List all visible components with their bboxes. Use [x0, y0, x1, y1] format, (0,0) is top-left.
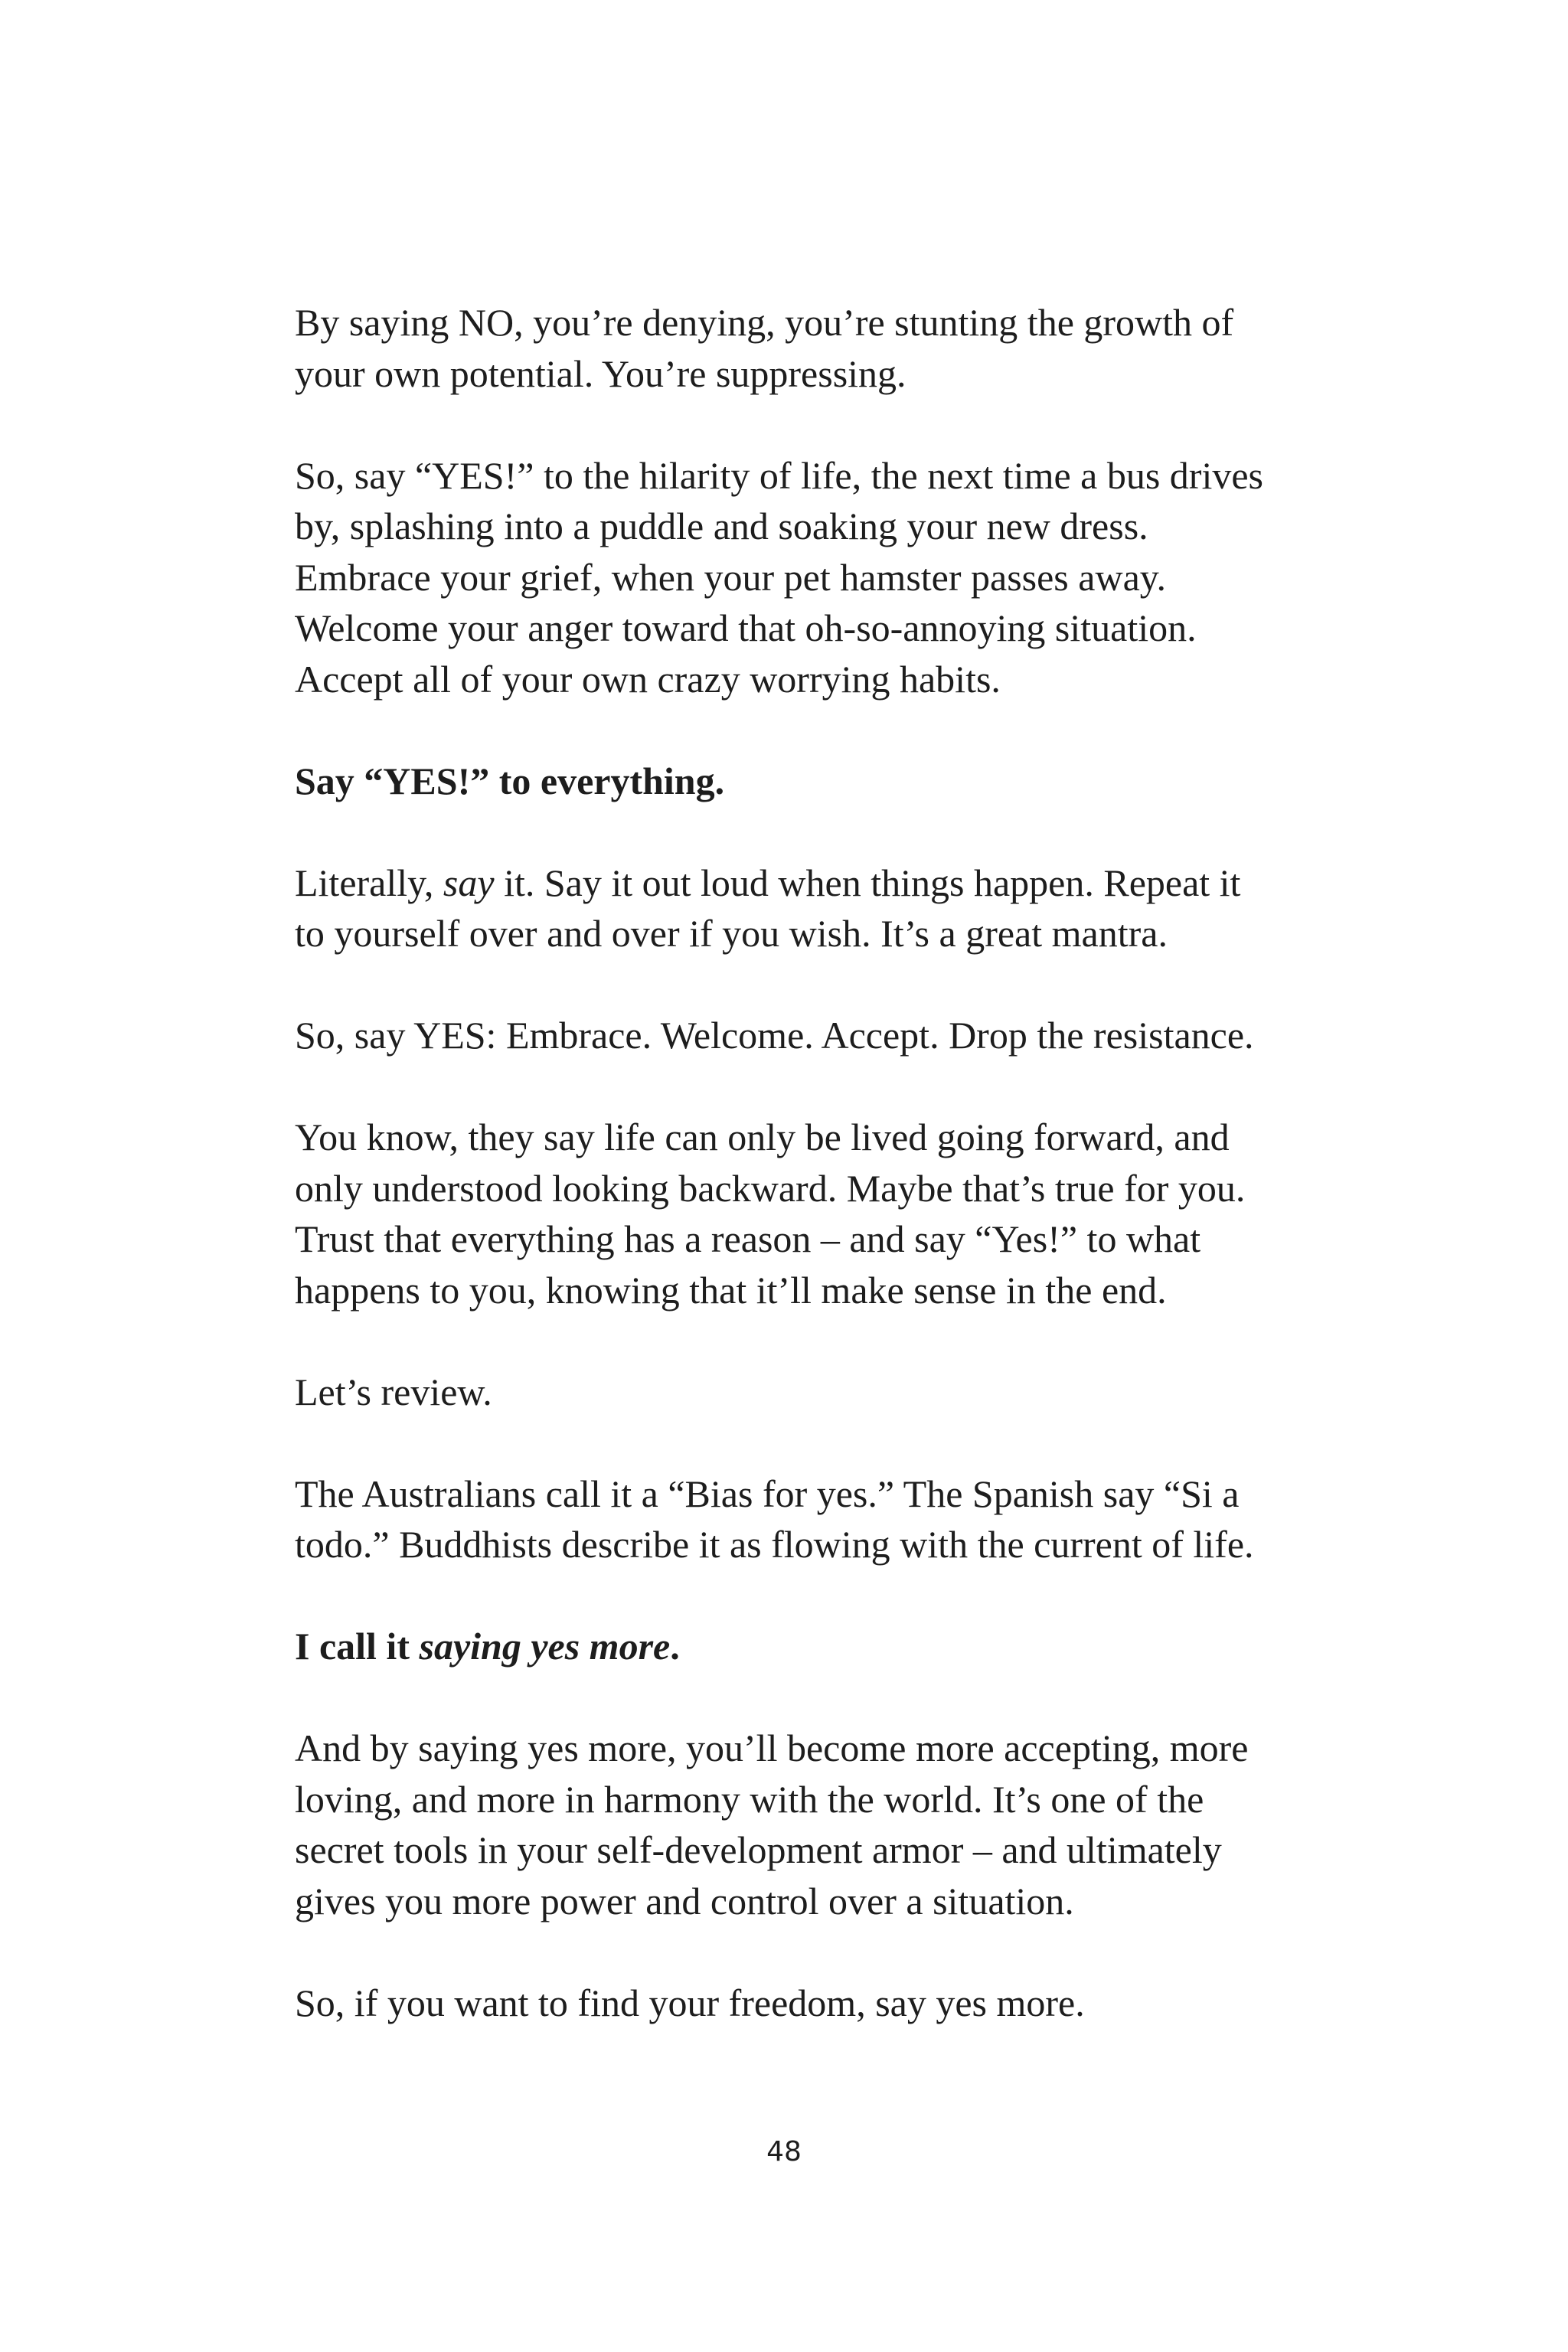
paragraph	[295, 1010, 1305, 1061]
text-run: .	[670, 1625, 680, 1668]
text-line: By saying NO, you’re denying, you’re stunting the growth of	[295, 301, 1234, 344]
text-line: loving, and more in harmony with the world. It’s one of the	[295, 1777, 1204, 1821]
paragraph	[295, 1723, 1305, 1926]
text-line: secret tools in your self-development armor – and ultimately	[295, 1828, 1222, 1871]
text-line: to yourself over and over if you wish. It’s a great mantra.	[295, 912, 1168, 955]
paragraph	[295, 450, 1305, 705]
emphasis-text: say	[443, 861, 495, 904]
text-line: Accept all of your own crazy worrying habits.	[295, 657, 1001, 701]
text-line: your own potential. You’re suppressing.	[295, 351, 906, 395]
paragraph	[295, 1978, 1305, 2029]
text-run: it. Say it out loud when things happen. Repeat it	[494, 861, 1241, 904]
text-line: The Australians call it a “Bias for yes.” The Spanish say “Si a	[295, 1472, 1240, 1515]
text-line: only understood looking backward. Maybe that’s true for you.	[295, 1166, 1246, 1210]
text-line: gives you more power and control over a situation.	[295, 1879, 1074, 1922]
text-line: So, if you want to find your freedom, say yes more.	[295, 1981, 1085, 2024]
text-line: todo.” Buddhists describe it as flowing with the current of life.	[295, 1523, 1254, 1566]
emphasis-text: saying yes more	[419, 1625, 671, 1668]
paragraph	[295, 297, 1305, 399]
text-line: happens to you, knowing that it’ll make sense in the end.	[295, 1268, 1167, 1312]
text-line: Let’s review.	[295, 1370, 492, 1413]
text-line: So, say “YES!” to the hilarity of life, the next time a bus drives	[295, 453, 1263, 497]
text-line: Embrace your grief, when your pet hamster passes away.	[295, 555, 1167, 599]
body-text	[295, 297, 1305, 2028]
paragraph	[295, 1468, 1305, 1570]
text-run: Literally,	[295, 861, 443, 904]
text-line: Trust that everything has a reason – and say “Yes!” to what	[295, 1217, 1201, 1260]
paragraph	[295, 858, 1305, 959]
text-line: So, say YES: Embrace. Welcome. Accept. Drop the resistance.	[295, 1014, 1254, 1057]
text-line: by, splashing into a puddle and soaking your new dress.	[295, 505, 1148, 547]
text-line: And by saying yes more, you’ll become more accepting, more	[295, 1726, 1249, 1769]
bold-statement	[295, 1621, 1305, 1672]
bold-statement	[295, 756, 1305, 807]
text-line: Welcome your anger toward that oh-so-annoying situation.	[295, 606, 1197, 649]
paragraph	[295, 1112, 1305, 1315]
text-run: I call it	[295, 1625, 420, 1668]
paragraph	[295, 1367, 1305, 1418]
text-line: Say “YES!” to everything.	[295, 759, 725, 802]
page-number: 48	[766, 2136, 802, 2167]
text-line: You know, they say life can only be lived going forward, and	[295, 1116, 1230, 1158]
